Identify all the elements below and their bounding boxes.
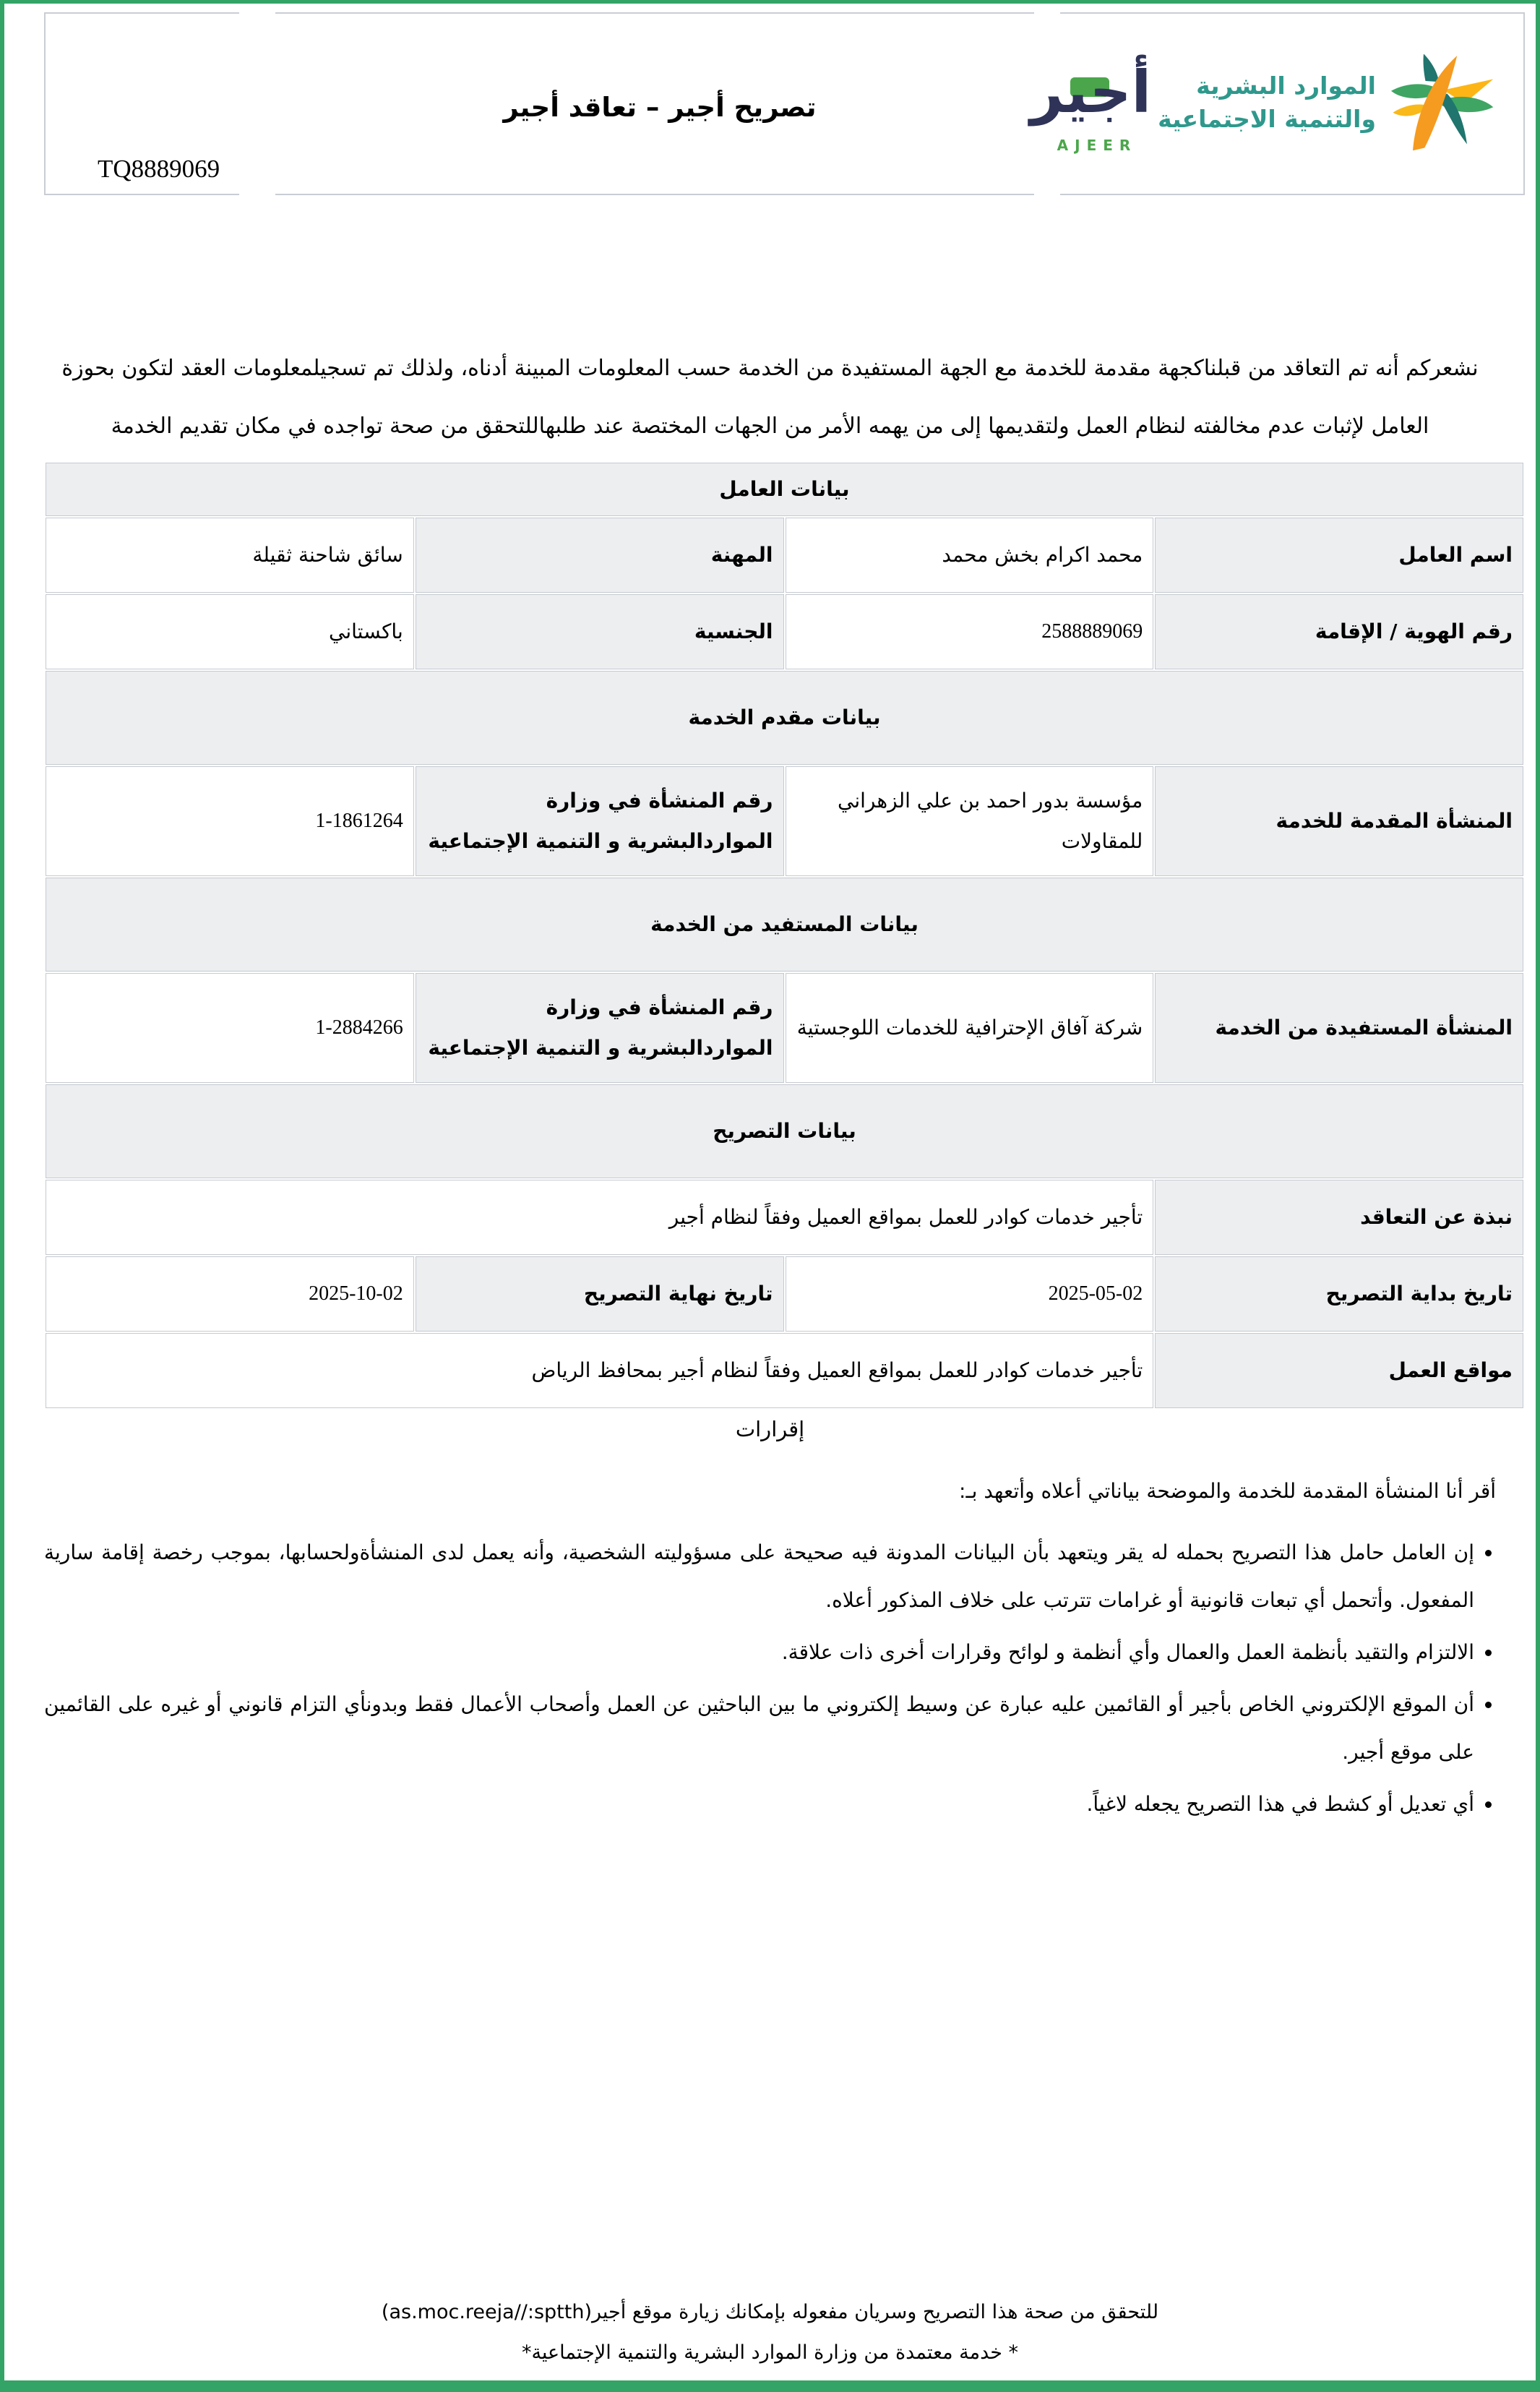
permit-end-date-value: 2025-10-02 (46, 1256, 414, 1332)
provider-ministry-number-label: رقم المنشأة في وزارة المواردالبشرية و التنمية الإجتماعية (416, 766, 784, 876)
beneficiary-ministry-number-value: 1-2884266 (46, 973, 414, 1083)
declarations-intro: أقر أنا المنشأة المقدمة للخدمة والموضحة بياناتي أعلاه وأتعهد بـ: (959, 1479, 1496, 1503)
section-provider-header: بيانات مقدم الخدمة (46, 671, 1523, 765)
id-number-value: 2588889069 (786, 594, 1154, 669)
beneficiary-establishment-value: شركة آفاق الإحترافية للخدمات اللوجستية (786, 973, 1154, 1083)
ministry-name (1158, 69, 1376, 136)
footer (4, 2292, 1536, 2373)
border-gap (1034, 12, 1060, 14)
declaration-item: • أي تعديل أو كشط في هذا التصريح يجعله لاغياً. (44, 1780, 1474, 1828)
profession-label: المهنة (416, 518, 784, 593)
declaration-item: • أن الموقع الإلكتروني الخاص بأجير أو القائمين عليه عبارة عن وسيط إلكتروني ما بين الباحثين عن العمل وأصحاب الأعمال فقط وبدونأي التزام قانوني أو غيره على القائمين على موقع أجير. (44, 1681, 1474, 1776)
section-permit-header: بيانات التصريح (46, 1084, 1523, 1178)
nationality-value: باكستاني (46, 594, 414, 669)
table-row (46, 594, 1523, 669)
beneficiary-establishment-label: المنشأة المستفيدة من الخدمة (1155, 973, 1523, 1083)
table-row (46, 766, 1523, 876)
table-row (46, 973, 1523, 1083)
border-gap (1034, 193, 1060, 196)
ministry-name-line1: الموارد البشرية (1196, 72, 1376, 100)
contract-summary-value: تأجير خدمات كوادر للعمل بمواقع العميل وفقاً لنظام أجير (46, 1180, 1153, 1255)
permit-start-date-label: تاريخ بداية التصريح (1155, 1256, 1523, 1332)
ministry-logo (1158, 48, 1496, 157)
ministry-name-line2: والتنمية الاجتماعية (1158, 105, 1376, 133)
header (44, 12, 1525, 195)
accredited-note: * خدمة معتمدة من وزارة الموارد البشرية والتنمية الإجتماعية* (521, 2341, 1019, 2364)
declaration-item: • إن العامل حامل هذا التصريح بحمله له يقر ويتعهد بأن البيانات المدونة فيه صحيحة على مسؤوليته الشخصية، وأنه يعمل لدى المنشأةولحسابها، بموجب رخصة إقامة سارية المفعول. وأتحمل أي تبعات قانونية أو غرامات تترتب على خلاف المذكور أعلاه. (44, 1529, 1474, 1624)
section-beneficiary-header: بيانات المستفيد من الخدمة (46, 878, 1523, 972)
beneficiary-ministry-number-label: رقم المنشأة في وزارة المواردالبشرية و التنمية الإجتماعية (416, 973, 784, 1083)
ajeer-logo-arabic: أجير (1030, 59, 1151, 126)
id-number-label: رقم الهوية / الإقامة (1155, 594, 1523, 669)
table-row (46, 1256, 1523, 1332)
nationality-label: الجنسية (416, 594, 784, 669)
worker-name-value: محمد اكرام بخش محمد (786, 518, 1154, 593)
declarations-title: إقرارات (735, 1417, 805, 1441)
worker-name-label: اسم العامل (1155, 518, 1523, 593)
declaration-item: • الالتزام والتقيد بأنظمة العمل والعمال وأي أنظمة و لوائح وقرارات أخرى ذات علاقة. (44, 1629, 1474, 1676)
table-row (46, 1333, 1523, 1408)
declarations-list (44, 1529, 1496, 1828)
table-row (46, 1180, 1523, 1255)
page-title: تصريح أجير – تعاقد أجير (503, 92, 817, 123)
intro-line1: نشعركم أنه تم التعاقد من قبلناكجهة مقدمة للخدمة مع الجهة المستفيدة من الخدمة حسب المعلومات المبينة أدناه، ولذلك تم تسجيلمعلومات العقد لتكون بحوزة (61, 356, 1479, 381)
work-locations-label: مواقع العمل (1155, 1333, 1523, 1408)
ministry-emblem-icon (1388, 48, 1496, 157)
section-worker-header: بيانات العامل (46, 463, 1523, 516)
contract-summary-label: نبذة عن التعاقد (1155, 1180, 1523, 1255)
permit-info-table (44, 461, 1525, 1410)
permit-end-date-label: تاريخ نهاية التصريح (416, 1256, 784, 1332)
permit-start-date-value: 2025-05-02 (786, 1256, 1154, 1332)
permit-number: TQ8889069 (98, 155, 220, 183)
verify-note: للتحقق من صحة هذا التصريح وسريان مفعوله بإمكانك زيارة موقع أجير(as.moc.reeja//:sptth) (381, 2301, 1159, 2323)
provider-ministry-number-value: 1-1861264 (46, 766, 414, 876)
ajeer-logo-latin: AJEER (1057, 137, 1137, 154)
provider-establishment-label: المنشأة المقدمة للخدمة (1155, 766, 1523, 876)
work-locations-value: تأجير خدمات كوادر للعمل بمواقع العميل وفقاً لنظام أجير بمحافظ الرياض (46, 1333, 1153, 1408)
profession-value: سائق شاحنة ثقيلة (46, 518, 414, 593)
border-gap (239, 12, 275, 14)
ajeer-logo (1030, 50, 1151, 154)
intro-paragraph (4, 340, 1536, 455)
provider-establishment-value: مؤسسة بدور احمد بن علي الزهراني للمقاولات (786, 766, 1154, 876)
intro-line2: العامل لإثبات عدم مخالفته لنظام العمل ولتقديمها إلى من يهمه الأمر من الجهات المختصة عند طلبهاللتحقق من صحة تواجده في مكان تقديم الخدمة (111, 413, 1429, 439)
table-row (46, 518, 1523, 593)
border-gap (239, 193, 275, 196)
